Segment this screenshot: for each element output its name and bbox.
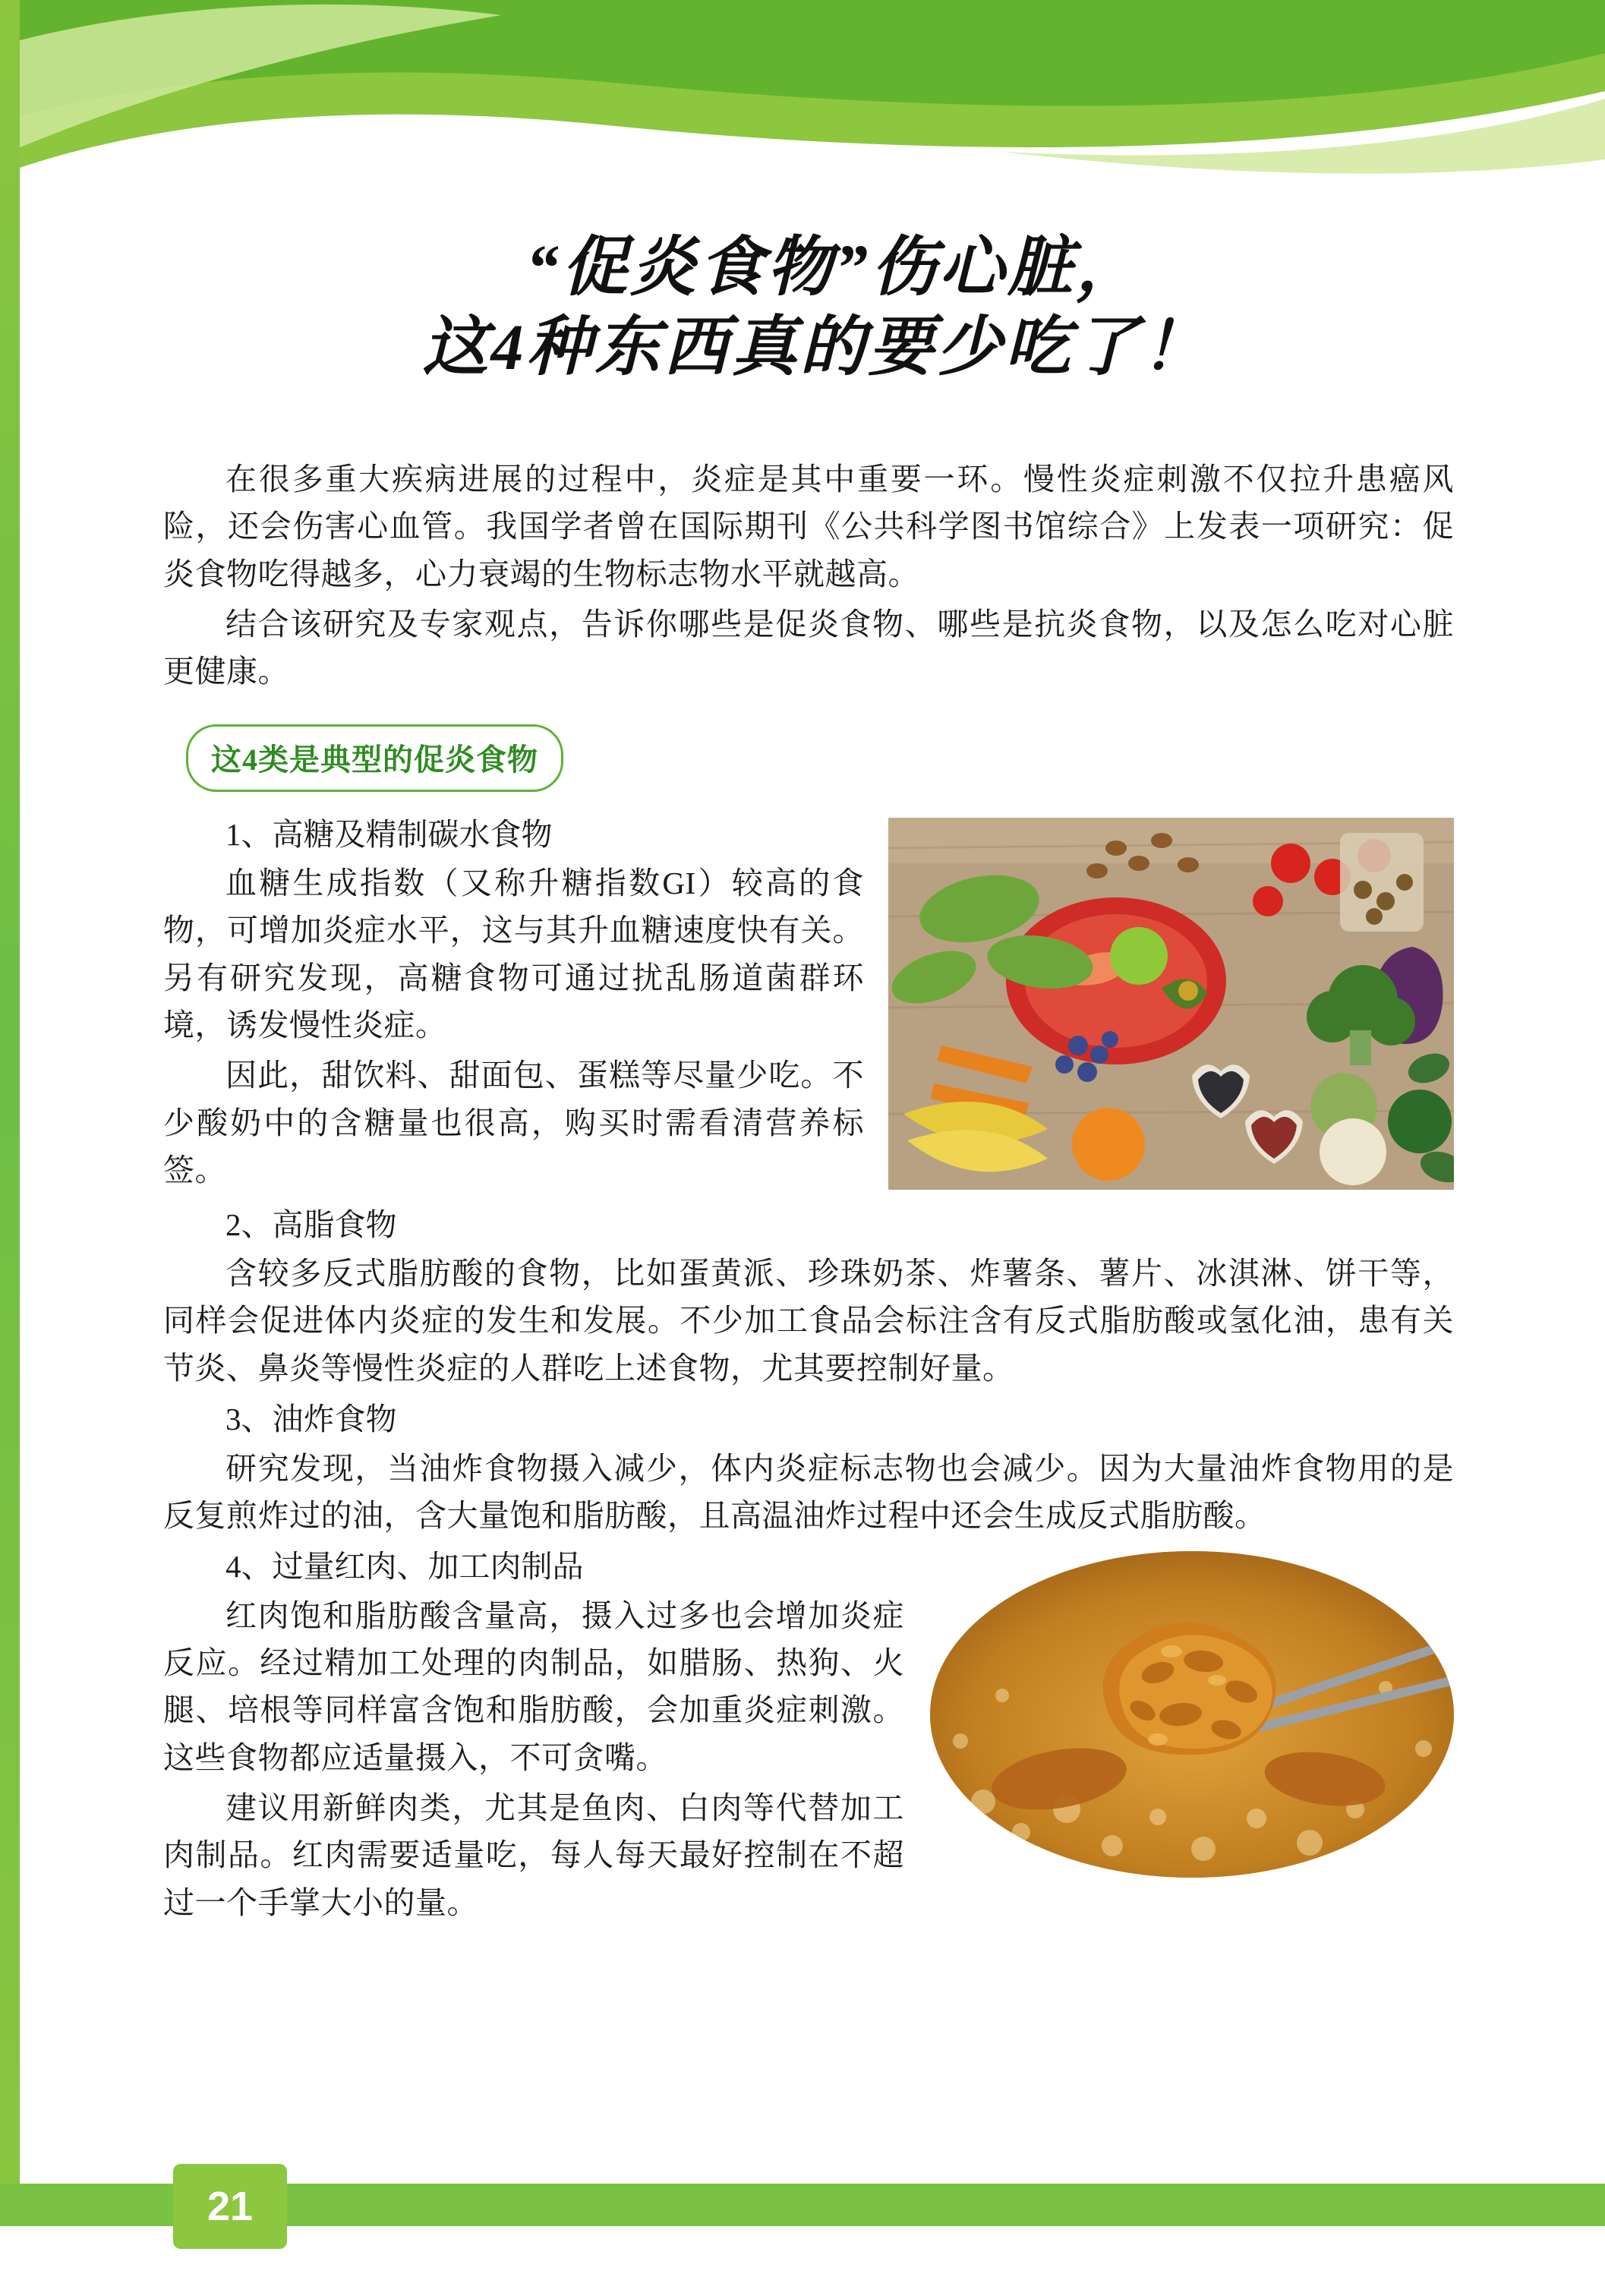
item-1-heading: 1、高糖及精制碳水食物	[225, 816, 553, 852]
page-number: 21	[173, 2164, 287, 2249]
section-item-3	[163, 1396, 1454, 1539]
healthy-foods-image	[888, 818, 1454, 1190]
section-item-2	[163, 1202, 1454, 1392]
item-4-heading: 4、过量红肉、加工肉制品	[225, 1549, 584, 1585]
item-1-paragraph-2: 因此，甜饮料、甜面包、蛋糕等尽量少吃。不少酸奶中的含糖量也很高，购买时需看清营养标签。	[163, 1058, 864, 1187]
section-item-4	[163, 1544, 1454, 1929]
item-1-paragraph-1: 血糖生成指数（又称升糖指数GI）较高的食物，可增加炎症水平，这与其升血糖速度快有关。另有研究发现，高糖食物可通过扰乱肠道菌群环境，诱发慢性炎症。	[163, 866, 864, 1042]
top-decorative-banner	[0, 0, 1605, 190]
item-3-paragraph-1: 研究发现，当油炸食物摄入减少，体内炎症标志物也会减少。因为大量油炸食物用的是反复煎炸过的油，含大量饱和脂肪酸，且高温油炸过程中还会生成反式脂肪酸。	[163, 1450, 1454, 1533]
intro-paragraph-1: 在很多重大疾病进展的过程中，炎症是其中重要一环。慢性炎症刺激不仅拉升患癌风险，还会伤害心血管。我国学者曾在国际期刊《公共科学图书馆综合》上发表一项研究：促炎食物吃得越多，心力衰竭的生物标志物水平就越高。	[163, 462, 1454, 591]
item-3-heading: 3、油炸食物	[225, 1402, 397, 1437]
item-4-paragraph-1: 红肉饱和脂肪酸含量高，摄入过多也会增加炎症反应。经过精加工处理的肉制品，如腊肠、热狗、火腿、培根等同样富含饱和脂肪酸，会加重炎症刺激。这些食物都应适量摄入，不可贪嘴。	[163, 1597, 904, 1775]
intro-paragraph-2: 结合该研究及专家观点，告诉你哪些是促炎食物、哪些是抗炎食物，以及怎么吃对心脏更健康。	[163, 606, 1454, 689]
item-2-heading: 2、高脂食物	[225, 1206, 397, 1242]
left-green-edge	[0, 0, 20, 2296]
fried-food-image	[930, 1551, 1454, 1878]
item-4-paragraph-2: 建议用新鲜肉类，尤其是鱼肉、白肉等代替加工肉制品。红肉需要适量吃，每人每天最好控制在不超过一个手掌大小的量。	[163, 1790, 904, 1920]
section-item-1	[163, 812, 1454, 1197]
page-title	[251, 228, 1389, 387]
title-line-1: “促炎食物”伤心脏，	[526, 231, 1144, 304]
title-line-2: 这4种东西真的要少吃了！	[422, 310, 1210, 383]
item-2-paragraph-1: 含较多反式脂肪酸的食物，比如蛋黄派、珍珠奶茶、炸薯条、薯片、冰淇淋、饼干等，同样会促进体内炎症的发生和发展。不少加工食品会标注含有反式脂肪酸或氢化油，患有关节炎、鼻炎等慢性炎症的人群吃上述食物，尤其要控制好量。	[163, 1256, 1454, 1386]
section-tag: 这4类是典型的促炎食物	[186, 724, 563, 792]
article-body	[163, 456, 1454, 1929]
